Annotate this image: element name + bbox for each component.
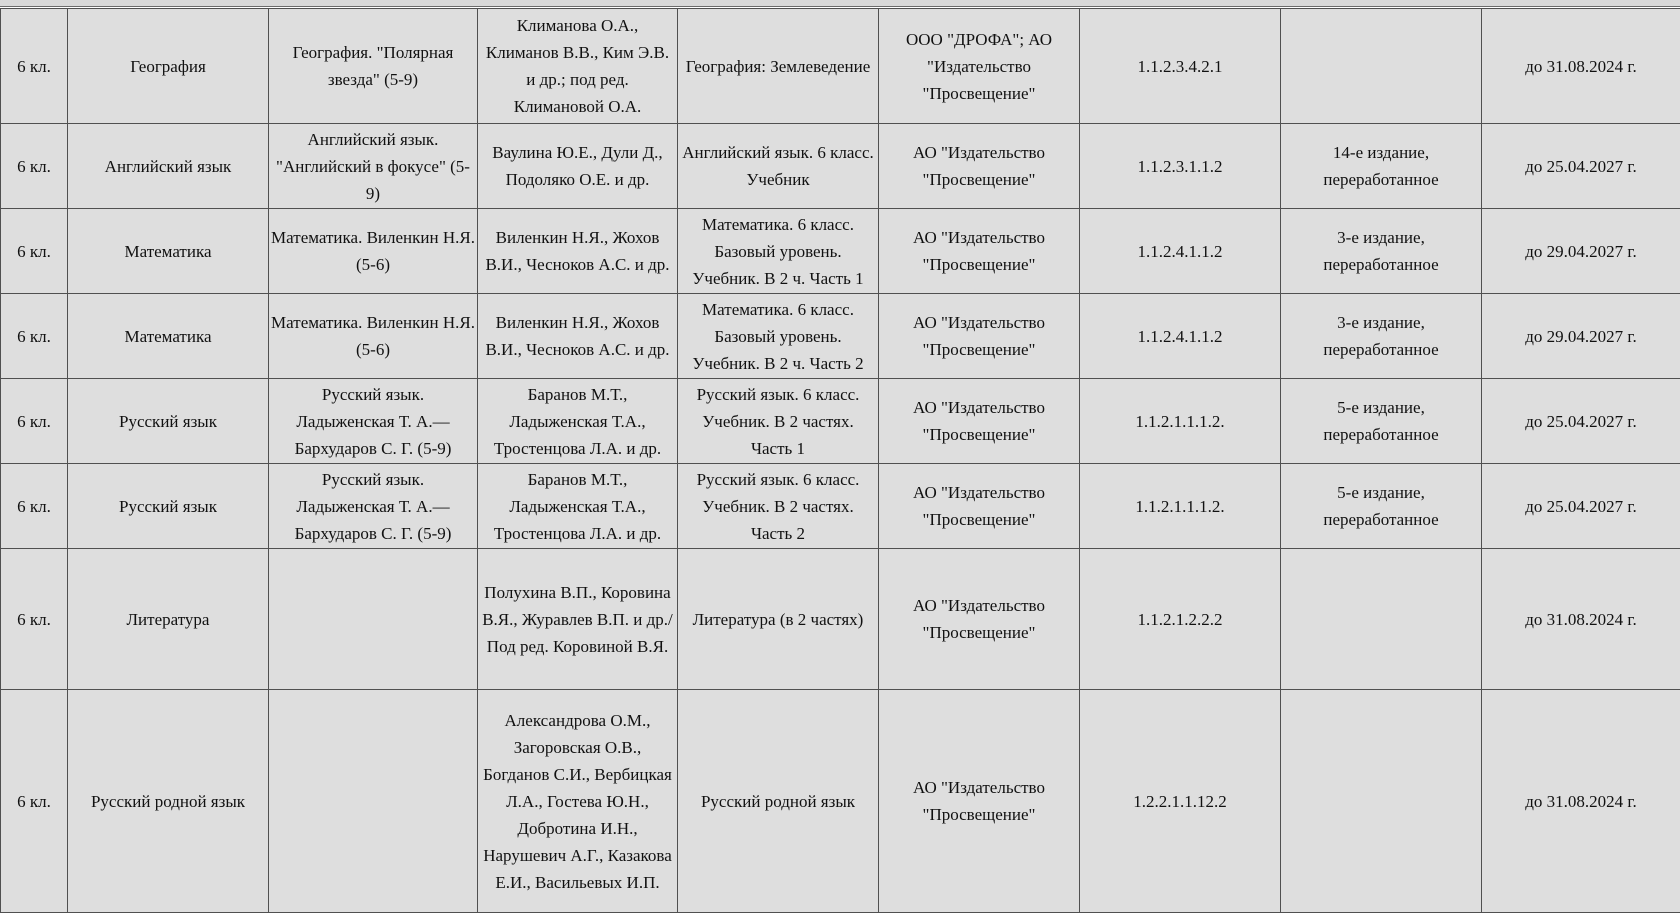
edition-cell [1281, 690, 1482, 913]
publisher-cell: АО "Издательство "Просвещение" [879, 124, 1080, 209]
title-cell: География: Землеведение [678, 9, 879, 124]
table-row [1, 294, 1680, 379]
authors-cell: Ваулина Ю.Е., Дули Д., Подоляко О.Е. и др. [478, 124, 678, 209]
subject-cell: Математика [68, 294, 269, 379]
line-cell: Математика. Виленкин Н.Я. (5-6) [269, 294, 478, 379]
valid-until-cell: до 29.04.2027 г. [1482, 209, 1680, 294]
line-cell: Русский язык. Ладыженская Т. А.—Бархударов С. Г. (5-9) [269, 464, 478, 549]
title-cell: Русский язык. 6 класс. Учебник. В 2 частях. Часть 1 [678, 379, 879, 464]
title-cell: Литература (в 2 частях) [678, 549, 879, 690]
line-cell: Математика. Виленкин Н.Я. (5-6) [269, 209, 478, 294]
table-row [1, 549, 1680, 690]
valid-until-cell: до 25.04.2027 г. [1482, 379, 1680, 464]
fpu-number-cell: 1.1.2.4.1.1.2 [1080, 209, 1281, 294]
grade-cell: 6 кл. [1, 464, 68, 549]
previous-row-edge [0, 0, 1680, 7]
grade-cell: 6 кл. [1, 209, 68, 294]
subject-cell: Русский родной язык [68, 690, 269, 913]
valid-until-cell: до 29.04.2027 г. [1482, 294, 1680, 379]
publisher-cell: АО "Издательство "Просвещение" [879, 294, 1080, 379]
publisher-cell: АО "Издательство "Просвещение" [879, 549, 1080, 690]
subject-cell: Русский язык [68, 464, 269, 549]
authors-cell: Виленкин Н.Я., Жохов В.И., Чесноков А.С. и др. [478, 294, 678, 379]
edition-cell: 3-е издание, переработанное [1281, 209, 1482, 294]
table-row [1, 690, 1680, 913]
subject-cell: Английский язык [68, 124, 269, 209]
valid-until-cell: до 31.08.2024 г. [1482, 9, 1680, 124]
line-cell: Русский язык. Ладыженская Т. А.—Бархударов С. Г. (5-9) [269, 379, 478, 464]
valid-until-cell: до 25.04.2027 г. [1482, 124, 1680, 209]
authors-cell: Александрова О.М., Загоровская О.В., Богданов С.И., Вербицкая Л.А., Гостева Ю.Н., Добротина И.Н., Нарушевич А.Г., Казакова Е.И., Васильевых И.П. [478, 690, 678, 913]
publisher-cell: ООО "ДРОФА"; АО "Издательство "Просвещение" [879, 9, 1080, 124]
authors-cell: Климанова О.А., Климанов В.В., Ким Э.В. и др.; под ред. Климановой О.А. [478, 9, 678, 124]
textbook-table [0, 8, 1680, 913]
subject-cell: Русский язык [68, 379, 269, 464]
title-cell: Русский родной язык [678, 690, 879, 913]
grade-cell: 6 кл. [1, 549, 68, 690]
table-row [1, 379, 1680, 464]
grade-cell: 6 кл. [1, 690, 68, 913]
publisher-cell: АО "Издательство "Просвещение" [879, 379, 1080, 464]
grade-cell: 6 кл. [1, 124, 68, 209]
fpu-number-cell: 1.1.2.1.1.1.2. [1080, 379, 1281, 464]
authors-cell: Баранов М.Т., Ладыженская Т.А., Тростенцова Л.А. и др. [478, 379, 678, 464]
table-row [1, 464, 1680, 549]
table-row [1, 209, 1680, 294]
table-row [1, 9, 1680, 124]
table-row [1, 124, 1680, 209]
subject-cell: География [68, 9, 269, 124]
fpu-number-cell: 1.1.2.1.1.1.2. [1080, 464, 1281, 549]
fpu-number-cell: 1.1.2.3.1.1.2 [1080, 124, 1281, 209]
publisher-cell: АО "Издательство "Просвещение" [879, 209, 1080, 294]
line-cell [269, 690, 478, 913]
line-cell: География. "Полярная звезда" (5-9) [269, 9, 478, 124]
grade-cell: 6 кл. [1, 294, 68, 379]
authors-cell: Баранов М.Т., Ладыженская Т.А., Тростенцова Л.А. и др. [478, 464, 678, 549]
edition-cell [1281, 549, 1482, 690]
valid-until-cell: до 25.04.2027 г. [1482, 464, 1680, 549]
fpu-number-cell: 1.1.2.3.4.2.1 [1080, 9, 1281, 124]
line-cell [269, 549, 478, 690]
publisher-cell: АО "Издательство "Просвещение" [879, 690, 1080, 913]
valid-until-cell: до 31.08.2024 г. [1482, 549, 1680, 690]
grade-cell: 6 кл. [1, 9, 68, 124]
edition-cell: 3-е издание, переработанное [1281, 294, 1482, 379]
subject-cell: Литература [68, 549, 269, 690]
edition-cell: 5-е издание, переработанное [1281, 379, 1482, 464]
title-cell: Математика. 6 класс. Базовый уровень. Учебник. В 2 ч. Часть 2 [678, 294, 879, 379]
grade-cell: 6 кл. [1, 379, 68, 464]
title-cell: Русский язык. 6 класс. Учебник. В 2 частях. Часть 2 [678, 464, 879, 549]
edition-cell [1281, 9, 1482, 124]
fpu-number-cell: 1.2.2.1.1.12.2 [1080, 690, 1281, 913]
authors-cell: Виленкин Н.Я., Жохов В.И., Чесноков А.С. и др. [478, 209, 678, 294]
title-cell: Математика. 6 класс. Базовый уровень. Учебник. В 2 ч. Часть 1 [678, 209, 879, 294]
fpu-number-cell: 1.1.2.1.2.2.2 [1080, 549, 1281, 690]
fpu-number-cell: 1.1.2.4.1.1.2 [1080, 294, 1281, 379]
valid-until-cell: до 31.08.2024 г. [1482, 690, 1680, 913]
title-cell: Английский язык. 6 класс. Учебник [678, 124, 879, 209]
edition-cell: 5-е издание, переработанное [1281, 464, 1482, 549]
publisher-cell: АО "Издательство "Просвещение" [879, 464, 1080, 549]
line-cell: Английский язык. "Английский в фокусе" (5-9) [269, 124, 478, 209]
edition-cell: 14-е издание, переработанное [1281, 124, 1482, 209]
authors-cell: Полухина В.П., Коровина В.Я., Журавлев В.П. и др./ Под ред. Коровиной В.Я. [478, 549, 678, 690]
subject-cell: Математика [68, 209, 269, 294]
